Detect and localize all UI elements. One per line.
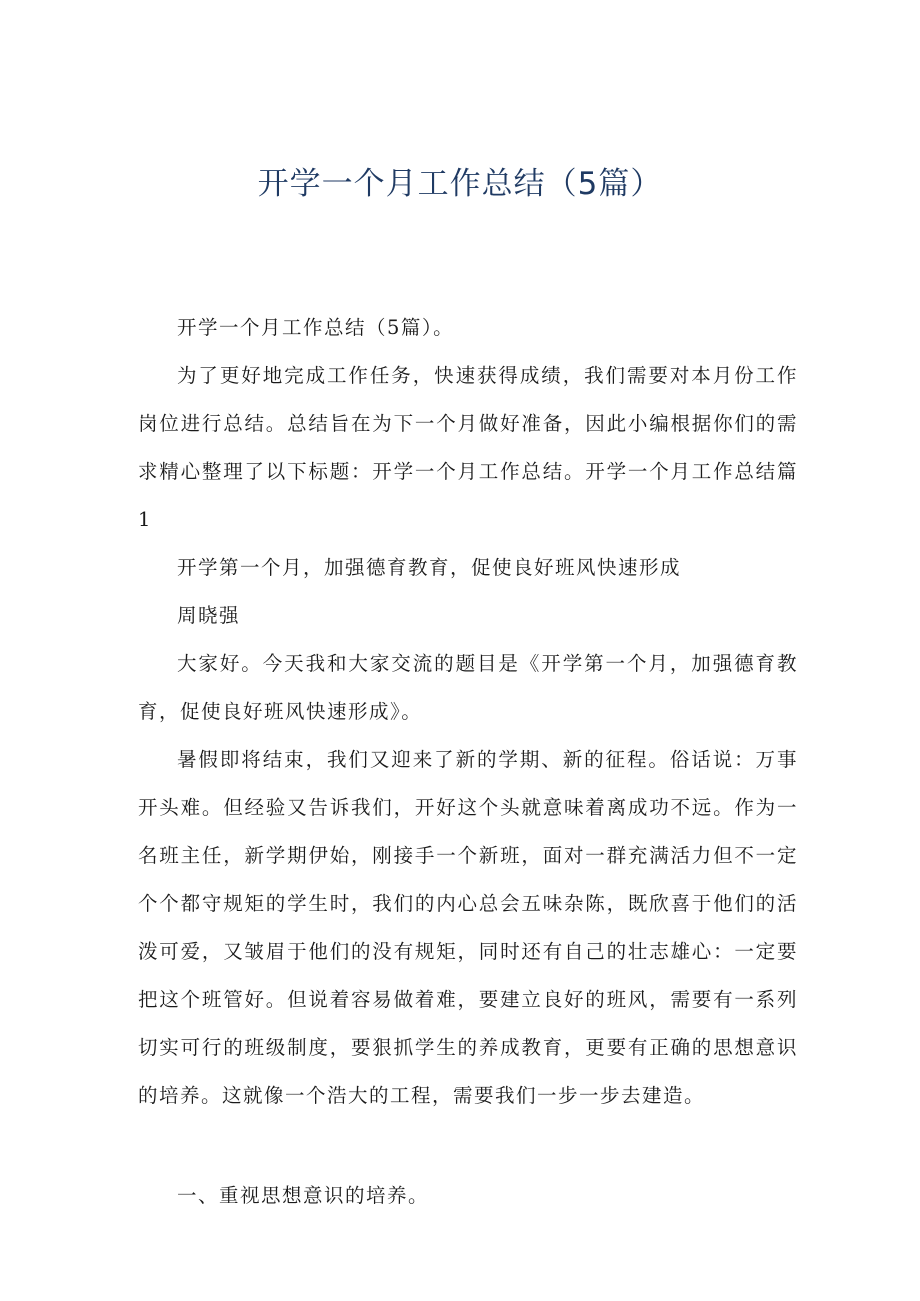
paragraph-greeting: 大家好。今天我和大家交流的题目是《开学第一个月，加强德育教育，促使良好班风快速形成》。 <box>138 652 798 723</box>
paragraph-author: 周晓强 <box>177 604 241 627</box>
paragraph-subtitle: 开学第一个月，加强德育教育，促使良好班风快速形成 <box>177 556 682 579</box>
document-title: 开学一个月工作总结（5篇） <box>257 166 663 202</box>
document-body <box>138 304 798 1220</box>
paragraph-main: 暑假即将结束，我们又迎来了新的学期、新的征程。俗话说：万事开头难。但经验又告诉我们，开好这个头就意味着离成功不远。作为一名班主任，新学期伊始，刚接手一个新班，面对一群充满活力但不一定个个都守规矩的学生时，我们的内心总会五味杂陈，既欣喜于他们的活泼可爱，又皱眉于他们的没有规矩，同时还有自己的壮志雄心：一定要把这个班管好。但说着容易做着难，要建立良好的班风，需要有一系列切实可行的班级制度，要狠抓学生的养成教育，更要有正确的思想意识的培养。这就像一个浩大的工程，需要我们一步一步去建造。 <box>138 748 798 1107</box>
section-heading-1: 一、重视思想意识的培养。 <box>177 1184 430 1207</box>
paragraph-intro: 为了更好地完成工作任务，快速获得成绩，我们需要对本月份工作岗位进行总结。总结旨在为下一个月做好准备，因此小编根据你们的需求精心整理了以下标题：开学一个月工作总结。开学一个月工作总结篇1 <box>138 364 798 531</box>
paragraph-heading-repeat: 开学一个月工作总结（5篇）。 <box>177 316 455 339</box>
